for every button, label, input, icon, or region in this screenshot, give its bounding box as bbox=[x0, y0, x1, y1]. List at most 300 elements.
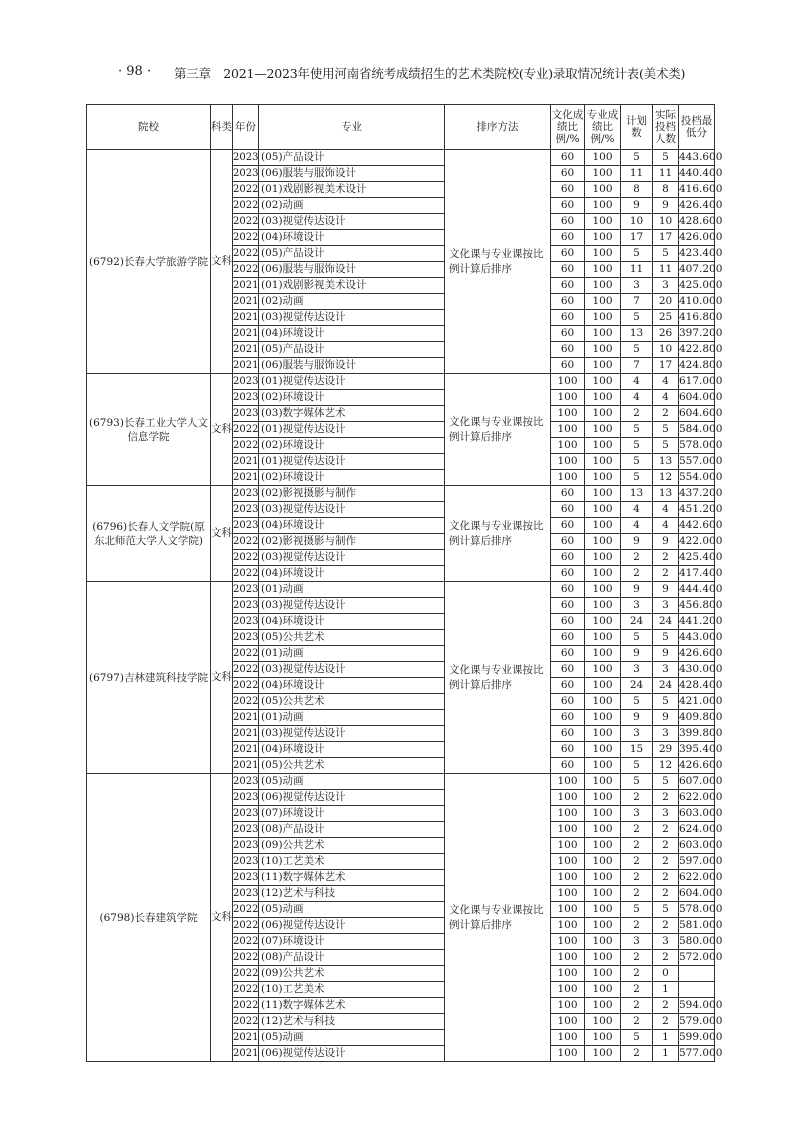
year-cell: 2023 bbox=[233, 614, 259, 630]
actual-cell: 12 bbox=[653, 758, 679, 774]
major-cell: (05)产品设计 bbox=[259, 150, 445, 166]
actual-cell: 4 bbox=[653, 374, 679, 390]
major-ratio-cell: 100 bbox=[585, 966, 621, 982]
plan-cell: 5 bbox=[621, 470, 653, 486]
culture-ratio-cell: 100 bbox=[551, 838, 585, 854]
plan-cell: 13 bbox=[621, 326, 653, 342]
major-ratio-cell: 100 bbox=[585, 694, 621, 710]
major-ratio-cell: 100 bbox=[585, 854, 621, 870]
table-body bbox=[87, 150, 723, 1062]
min-score-cell: 424.800 bbox=[679, 358, 715, 374]
year-cell: 2022 bbox=[233, 534, 259, 550]
year-cell: 2023 bbox=[233, 790, 259, 806]
major-cell: (02)环境设计 bbox=[259, 390, 445, 406]
actual-cell: 9 bbox=[653, 646, 679, 662]
major-ratio-cell: 100 bbox=[585, 294, 621, 310]
major-ratio-cell: 100 bbox=[585, 550, 621, 566]
year-cell: 2023 bbox=[233, 582, 259, 598]
culture-ratio-cell: 60 bbox=[551, 758, 585, 774]
actual-cell: 9 bbox=[653, 582, 679, 598]
actual-cell: 2 bbox=[653, 1014, 679, 1030]
culture-ratio-cell: 100 bbox=[551, 870, 585, 886]
sort-method-cell: 文化课与专业课按比例计算后排序 bbox=[445, 150, 551, 374]
culture-ratio-cell: 60 bbox=[551, 566, 585, 582]
actual-cell: 2 bbox=[653, 406, 679, 422]
major-cell: (06)服装与服饰设计 bbox=[259, 166, 445, 182]
sort-method-cell: 文化课与专业课按比例计算后排序 bbox=[445, 486, 551, 582]
header-culture-ratio: 文化成绩比例/% bbox=[551, 105, 585, 150]
major-cell: (04)环境设计 bbox=[259, 678, 445, 694]
plan-cell: 5 bbox=[621, 310, 653, 326]
actual-cell: 9 bbox=[653, 710, 679, 726]
major-ratio-cell: 100 bbox=[585, 534, 621, 550]
major-cell: (03)视觉传达设计 bbox=[259, 598, 445, 614]
plan-cell: 2 bbox=[621, 822, 653, 838]
min-score-cell: 578.000 bbox=[679, 438, 715, 454]
actual-cell: 3 bbox=[653, 806, 679, 822]
major-cell: (12)艺术与科技 bbox=[259, 886, 445, 902]
major-ratio-cell: 100 bbox=[585, 502, 621, 518]
category-cell: 文科 bbox=[211, 150, 233, 374]
year-cell: 2023 bbox=[233, 150, 259, 166]
min-score-cell: 604.600 bbox=[679, 406, 715, 422]
min-score-cell: 603.000 bbox=[679, 806, 715, 822]
major-ratio-cell: 100 bbox=[585, 726, 621, 742]
major-cell: (01)视觉传达设计 bbox=[259, 374, 445, 390]
culture-ratio-cell: 100 bbox=[551, 966, 585, 982]
major-ratio-cell: 100 bbox=[585, 614, 621, 630]
culture-ratio-cell: 60 bbox=[551, 246, 585, 262]
header-major: 专业 bbox=[259, 105, 445, 150]
min-score-cell: 417.400 bbox=[679, 566, 715, 582]
actual-cell: 2 bbox=[653, 870, 679, 886]
culture-ratio-cell: 60 bbox=[551, 742, 585, 758]
major-ratio-cell: 100 bbox=[585, 582, 621, 598]
min-score-cell: 416.600 bbox=[679, 182, 715, 198]
min-score-cell: 442.600 bbox=[679, 518, 715, 534]
major-cell: (11)数字媒体艺术 bbox=[259, 998, 445, 1014]
actual-cell: 17 bbox=[653, 358, 679, 374]
admission-table bbox=[86, 104, 723, 1062]
major-ratio-cell: 100 bbox=[585, 646, 621, 662]
actual-cell: 2 bbox=[653, 854, 679, 870]
plan-cell: 9 bbox=[621, 198, 653, 214]
major-cell: (04)环境设计 bbox=[259, 566, 445, 582]
min-score-cell: 604.000 bbox=[679, 886, 715, 902]
culture-ratio-cell: 60 bbox=[551, 518, 585, 534]
plan-cell: 17 bbox=[621, 230, 653, 246]
culture-ratio-cell: 100 bbox=[551, 406, 585, 422]
culture-ratio-cell: 100 bbox=[551, 438, 585, 454]
year-cell: 2021 bbox=[233, 710, 259, 726]
culture-ratio-cell: 100 bbox=[551, 374, 585, 390]
min-score-cell: 407.200 bbox=[679, 262, 715, 278]
min-score-cell: 425.000 bbox=[679, 278, 715, 294]
header-min-score: 投档最低分 bbox=[679, 105, 715, 150]
header-plan: 计划数 bbox=[621, 105, 653, 150]
actual-cell: 2 bbox=[653, 886, 679, 902]
year-cell: 2021 bbox=[233, 342, 259, 358]
culture-ratio-cell: 60 bbox=[551, 310, 585, 326]
culture-ratio-cell: 60 bbox=[551, 598, 585, 614]
culture-ratio-cell: 60 bbox=[551, 678, 585, 694]
actual-cell: 3 bbox=[653, 662, 679, 678]
major-ratio-cell: 100 bbox=[585, 998, 621, 1014]
culture-ratio-cell: 60 bbox=[551, 358, 585, 374]
culture-ratio-cell: 60 bbox=[551, 550, 585, 566]
year-cell: 2022 bbox=[233, 182, 259, 198]
culture-ratio-cell: 60 bbox=[551, 198, 585, 214]
plan-cell: 5 bbox=[621, 342, 653, 358]
major-cell: (06)视觉传达设计 bbox=[259, 1046, 445, 1062]
year-cell: 2022 bbox=[233, 246, 259, 262]
major-cell: (08)产品设计 bbox=[259, 822, 445, 838]
culture-ratio-cell: 100 bbox=[551, 774, 585, 790]
plan-cell: 11 bbox=[621, 166, 653, 182]
culture-ratio-cell: 100 bbox=[551, 1046, 585, 1062]
plan-cell: 5 bbox=[621, 422, 653, 438]
culture-ratio-cell: 100 bbox=[551, 934, 585, 950]
min-score-cell: 426.600 bbox=[679, 646, 715, 662]
major-ratio-cell: 100 bbox=[585, 342, 621, 358]
major-cell: (01)动画 bbox=[259, 710, 445, 726]
major-cell: (05)产品设计 bbox=[259, 342, 445, 358]
year-cell: 2023 bbox=[233, 406, 259, 422]
major-ratio-cell: 100 bbox=[585, 902, 621, 918]
year-cell: 2023 bbox=[233, 598, 259, 614]
min-score-cell: 581.000 bbox=[679, 918, 715, 934]
major-cell: (03)视觉传达设计 bbox=[259, 502, 445, 518]
year-cell: 2023 bbox=[233, 854, 259, 870]
actual-cell: 12 bbox=[653, 470, 679, 486]
min-score-cell: 416.800 bbox=[679, 310, 715, 326]
culture-ratio-cell: 60 bbox=[551, 630, 585, 646]
culture-ratio-cell: 60 bbox=[551, 230, 585, 246]
min-score-cell: 440.400 bbox=[679, 166, 715, 182]
actual-cell: 0 bbox=[653, 966, 679, 982]
min-score-cell: 430.000 bbox=[679, 662, 715, 678]
year-cell: 2023 bbox=[233, 390, 259, 406]
plan-cell: 11 bbox=[621, 262, 653, 278]
major-cell: (12)艺术与科技 bbox=[259, 1014, 445, 1030]
major-cell: (06)服装与服饰设计 bbox=[259, 262, 445, 278]
culture-ratio-cell: 100 bbox=[551, 902, 585, 918]
major-cell: (09)公共艺术 bbox=[259, 966, 445, 982]
actual-cell: 2 bbox=[653, 838, 679, 854]
min-score-cell: 397.200 bbox=[679, 326, 715, 342]
plan-cell: 2 bbox=[621, 870, 653, 886]
min-score-cell: 599.000 bbox=[679, 1030, 715, 1046]
year-cell: 2021 bbox=[233, 470, 259, 486]
min-score-cell: 395.400 bbox=[679, 742, 715, 758]
culture-ratio-cell: 100 bbox=[551, 950, 585, 966]
major-cell: (01)动画 bbox=[259, 646, 445, 662]
actual-cell: 2 bbox=[653, 790, 679, 806]
year-cell: 2021 bbox=[233, 310, 259, 326]
school-cell: (6798)长春建筑学院 bbox=[87, 774, 211, 1062]
actual-cell: 3 bbox=[653, 934, 679, 950]
min-score-cell: 622.000 bbox=[679, 870, 715, 886]
culture-ratio-cell: 60 bbox=[551, 614, 585, 630]
major-ratio-cell: 100 bbox=[585, 630, 621, 646]
actual-cell: 11 bbox=[653, 166, 679, 182]
plan-cell: 4 bbox=[621, 374, 653, 390]
year-cell: 2021 bbox=[233, 758, 259, 774]
plan-cell: 4 bbox=[621, 518, 653, 534]
major-cell: (03)视觉传达设计 bbox=[259, 214, 445, 230]
major-ratio-cell: 100 bbox=[585, 438, 621, 454]
actual-cell: 1 bbox=[653, 1030, 679, 1046]
actual-cell: 5 bbox=[653, 422, 679, 438]
plan-cell: 5 bbox=[621, 150, 653, 166]
major-cell: (04)环境设计 bbox=[259, 614, 445, 630]
plan-cell: 5 bbox=[621, 438, 653, 454]
actual-cell: 3 bbox=[653, 598, 679, 614]
year-cell: 2021 bbox=[233, 358, 259, 374]
culture-ratio-cell: 100 bbox=[551, 790, 585, 806]
min-score-cell bbox=[679, 966, 715, 982]
actual-cell: 2 bbox=[653, 998, 679, 1014]
culture-ratio-cell: 100 bbox=[551, 806, 585, 822]
major-ratio-cell: 100 bbox=[585, 790, 621, 806]
major-ratio-cell: 100 bbox=[585, 982, 621, 998]
actual-cell: 13 bbox=[653, 486, 679, 502]
major-ratio-cell: 100 bbox=[585, 774, 621, 790]
school-cell: (6796)长春人文学院(原东北师范大学人文学院) bbox=[87, 486, 211, 582]
culture-ratio-cell: 100 bbox=[551, 918, 585, 934]
major-cell: (05)动画 bbox=[259, 1030, 445, 1046]
min-score-cell: 579.000 bbox=[679, 1014, 715, 1030]
plan-cell: 5 bbox=[621, 1030, 653, 1046]
year-cell: 2022 bbox=[233, 422, 259, 438]
actual-cell: 4 bbox=[653, 390, 679, 406]
major-cell: (02)环境设计 bbox=[259, 438, 445, 454]
plan-cell: 2 bbox=[621, 918, 653, 934]
major-cell: (01)戏剧影视美术设计 bbox=[259, 182, 445, 198]
major-cell: (01)动画 bbox=[259, 582, 445, 598]
actual-cell: 5 bbox=[653, 438, 679, 454]
plan-cell: 4 bbox=[621, 390, 653, 406]
year-cell: 2022 bbox=[233, 1014, 259, 1030]
year-cell: 2022 bbox=[233, 694, 259, 710]
major-ratio-cell: 100 bbox=[585, 310, 621, 326]
plan-cell: 2 bbox=[621, 966, 653, 982]
year-cell: 2021 bbox=[233, 1030, 259, 1046]
plan-cell: 2 bbox=[621, 566, 653, 582]
min-score-cell: 441.200 bbox=[679, 614, 715, 630]
major-cell: (03)视觉传达设计 bbox=[259, 310, 445, 326]
plan-cell: 24 bbox=[621, 614, 653, 630]
major-ratio-cell: 100 bbox=[585, 838, 621, 854]
plan-cell: 2 bbox=[621, 982, 653, 998]
culture-ratio-cell: 60 bbox=[551, 294, 585, 310]
actual-cell: 5 bbox=[653, 902, 679, 918]
plan-cell: 10 bbox=[621, 214, 653, 230]
culture-ratio-cell: 100 bbox=[551, 470, 585, 486]
school-cell: (6792)长春大学旅游学院 bbox=[87, 150, 211, 374]
culture-ratio-cell: 100 bbox=[551, 998, 585, 1014]
plan-cell: 5 bbox=[621, 758, 653, 774]
major-ratio-cell: 100 bbox=[585, 326, 621, 342]
culture-ratio-cell: 100 bbox=[551, 1014, 585, 1030]
year-cell: 2023 bbox=[233, 822, 259, 838]
min-score-cell: 422.000 bbox=[679, 534, 715, 550]
major-cell: (07)环境设计 bbox=[259, 806, 445, 822]
min-score-cell: 572.000 bbox=[679, 950, 715, 966]
major-ratio-cell: 100 bbox=[585, 230, 621, 246]
major-ratio-cell: 100 bbox=[585, 678, 621, 694]
major-cell: (11)数字媒体艺术 bbox=[259, 870, 445, 886]
culture-ratio-cell: 60 bbox=[551, 694, 585, 710]
actual-cell: 5 bbox=[653, 694, 679, 710]
plan-cell: 5 bbox=[621, 454, 653, 470]
school-cell: (6797)吉林建筑科技学院 bbox=[87, 582, 211, 774]
page-header bbox=[118, 64, 698, 84]
min-score-cell: 422.800 bbox=[679, 342, 715, 358]
plan-cell: 2 bbox=[621, 998, 653, 1014]
plan-cell: 3 bbox=[621, 278, 653, 294]
plan-cell: 2 bbox=[621, 838, 653, 854]
actual-cell: 4 bbox=[653, 502, 679, 518]
major-ratio-cell: 100 bbox=[585, 662, 621, 678]
actual-cell: 24 bbox=[653, 678, 679, 694]
plan-cell: 2 bbox=[621, 406, 653, 422]
page-title: 第三章 2021—2023年使用河南省统考成绩招生的艺术类院校(专业)录取情况统计表(美术类) bbox=[174, 66, 686, 81]
table-row bbox=[87, 582, 715, 598]
header-school: 院校 bbox=[87, 105, 211, 150]
year-cell: 2023 bbox=[233, 806, 259, 822]
major-cell: (04)环境设计 bbox=[259, 326, 445, 342]
year-cell: 2023 bbox=[233, 502, 259, 518]
plan-cell: 9 bbox=[621, 710, 653, 726]
major-ratio-cell: 100 bbox=[585, 166, 621, 182]
actual-cell: 2 bbox=[653, 918, 679, 934]
year-cell: 2022 bbox=[233, 934, 259, 950]
plan-cell: 5 bbox=[621, 902, 653, 918]
year-cell: 2021 bbox=[233, 326, 259, 342]
major-cell: (06)视觉传达设计 bbox=[259, 918, 445, 934]
plan-cell: 3 bbox=[621, 662, 653, 678]
actual-cell: 2 bbox=[653, 550, 679, 566]
min-score-cell: 624.000 bbox=[679, 822, 715, 838]
actual-cell: 4 bbox=[653, 518, 679, 534]
culture-ratio-cell: 60 bbox=[551, 342, 585, 358]
min-score-cell: 410.000 bbox=[679, 294, 715, 310]
year-cell: 2022 bbox=[233, 998, 259, 1014]
min-score-cell: 578.000 bbox=[679, 902, 715, 918]
actual-cell: 3 bbox=[653, 726, 679, 742]
category-cell: 文科 bbox=[211, 774, 233, 1062]
major-cell: (06)视觉传达设计 bbox=[259, 790, 445, 806]
major-ratio-cell: 100 bbox=[585, 150, 621, 166]
year-cell: 2022 bbox=[233, 566, 259, 582]
major-cell: (02)影视摄影与制作 bbox=[259, 534, 445, 550]
culture-ratio-cell: 60 bbox=[551, 502, 585, 518]
plan-cell: 5 bbox=[621, 774, 653, 790]
major-cell: (04)环境设计 bbox=[259, 230, 445, 246]
major-ratio-cell: 100 bbox=[585, 822, 621, 838]
plan-cell: 9 bbox=[621, 646, 653, 662]
min-score-cell: 622.000 bbox=[679, 790, 715, 806]
actual-cell: 10 bbox=[653, 214, 679, 230]
major-ratio-cell: 100 bbox=[585, 870, 621, 886]
plan-cell: 2 bbox=[621, 1046, 653, 1062]
min-score-cell: 426.600 bbox=[679, 758, 715, 774]
sort-method-cell: 文化课与专业课按比例计算后排序 bbox=[445, 582, 551, 774]
actual-cell: 26 bbox=[653, 326, 679, 342]
table-row bbox=[87, 150, 715, 166]
major-ratio-cell: 100 bbox=[585, 470, 621, 486]
major-ratio-cell: 100 bbox=[585, 406, 621, 422]
min-score-cell bbox=[679, 982, 715, 998]
culture-ratio-cell: 100 bbox=[551, 854, 585, 870]
culture-ratio-cell: 60 bbox=[551, 326, 585, 342]
actual-cell: 17 bbox=[653, 230, 679, 246]
min-score-cell: 604.000 bbox=[679, 390, 715, 406]
major-cell: (05)动画 bbox=[259, 902, 445, 918]
culture-ratio-cell: 60 bbox=[551, 182, 585, 198]
category-cell: 文科 bbox=[211, 582, 233, 774]
header-sort: 排序方法 bbox=[445, 105, 551, 150]
major-ratio-cell: 100 bbox=[585, 374, 621, 390]
plan-cell: 2 bbox=[621, 790, 653, 806]
min-score-cell: 607.000 bbox=[679, 774, 715, 790]
plan-cell: 3 bbox=[621, 598, 653, 614]
plan-cell: 13 bbox=[621, 486, 653, 502]
plan-cell: 24 bbox=[621, 678, 653, 694]
year-cell: 2022 bbox=[233, 550, 259, 566]
min-score-cell: 597.000 bbox=[679, 854, 715, 870]
plan-cell: 2 bbox=[621, 1014, 653, 1030]
major-ratio-cell: 100 bbox=[585, 246, 621, 262]
min-score-cell: 584.000 bbox=[679, 422, 715, 438]
year-cell: 2022 bbox=[233, 646, 259, 662]
plan-cell: 4 bbox=[621, 502, 653, 518]
major-cell: (03)视觉传达设计 bbox=[259, 662, 445, 678]
year-cell: 2022 bbox=[233, 950, 259, 966]
min-score-cell: 594.000 bbox=[679, 998, 715, 1014]
major-cell: (05)产品设计 bbox=[259, 246, 445, 262]
culture-ratio-cell: 60 bbox=[551, 278, 585, 294]
major-cell: (10)工艺美术 bbox=[259, 982, 445, 998]
actual-cell: 24 bbox=[653, 614, 679, 630]
actual-cell: 11 bbox=[653, 262, 679, 278]
major-cell: (03)数字媒体艺术 bbox=[259, 406, 445, 422]
major-ratio-cell: 100 bbox=[585, 950, 621, 966]
major-cell: (09)公共艺术 bbox=[259, 838, 445, 854]
major-ratio-cell: 100 bbox=[585, 598, 621, 614]
major-cell: (04)环境设计 bbox=[259, 518, 445, 534]
major-ratio-cell: 100 bbox=[585, 422, 621, 438]
actual-cell: 20 bbox=[653, 294, 679, 310]
min-score-cell: 423.400 bbox=[679, 246, 715, 262]
plan-cell: 8 bbox=[621, 182, 653, 198]
table-row bbox=[87, 374, 715, 390]
min-score-cell: 444.400 bbox=[679, 582, 715, 598]
year-cell: 2022 bbox=[233, 902, 259, 918]
actual-cell: 2 bbox=[653, 566, 679, 582]
year-cell: 2021 bbox=[233, 742, 259, 758]
year-cell: 2021 bbox=[233, 278, 259, 294]
culture-ratio-cell: 100 bbox=[551, 886, 585, 902]
major-cell: (02)动画 bbox=[259, 198, 445, 214]
major-ratio-cell: 100 bbox=[585, 1046, 621, 1062]
min-score-cell: 426.000 bbox=[679, 230, 715, 246]
min-score-cell: 456.800 bbox=[679, 598, 715, 614]
plan-cell: 5 bbox=[621, 694, 653, 710]
major-ratio-cell: 100 bbox=[585, 454, 621, 470]
year-cell: 2022 bbox=[233, 918, 259, 934]
